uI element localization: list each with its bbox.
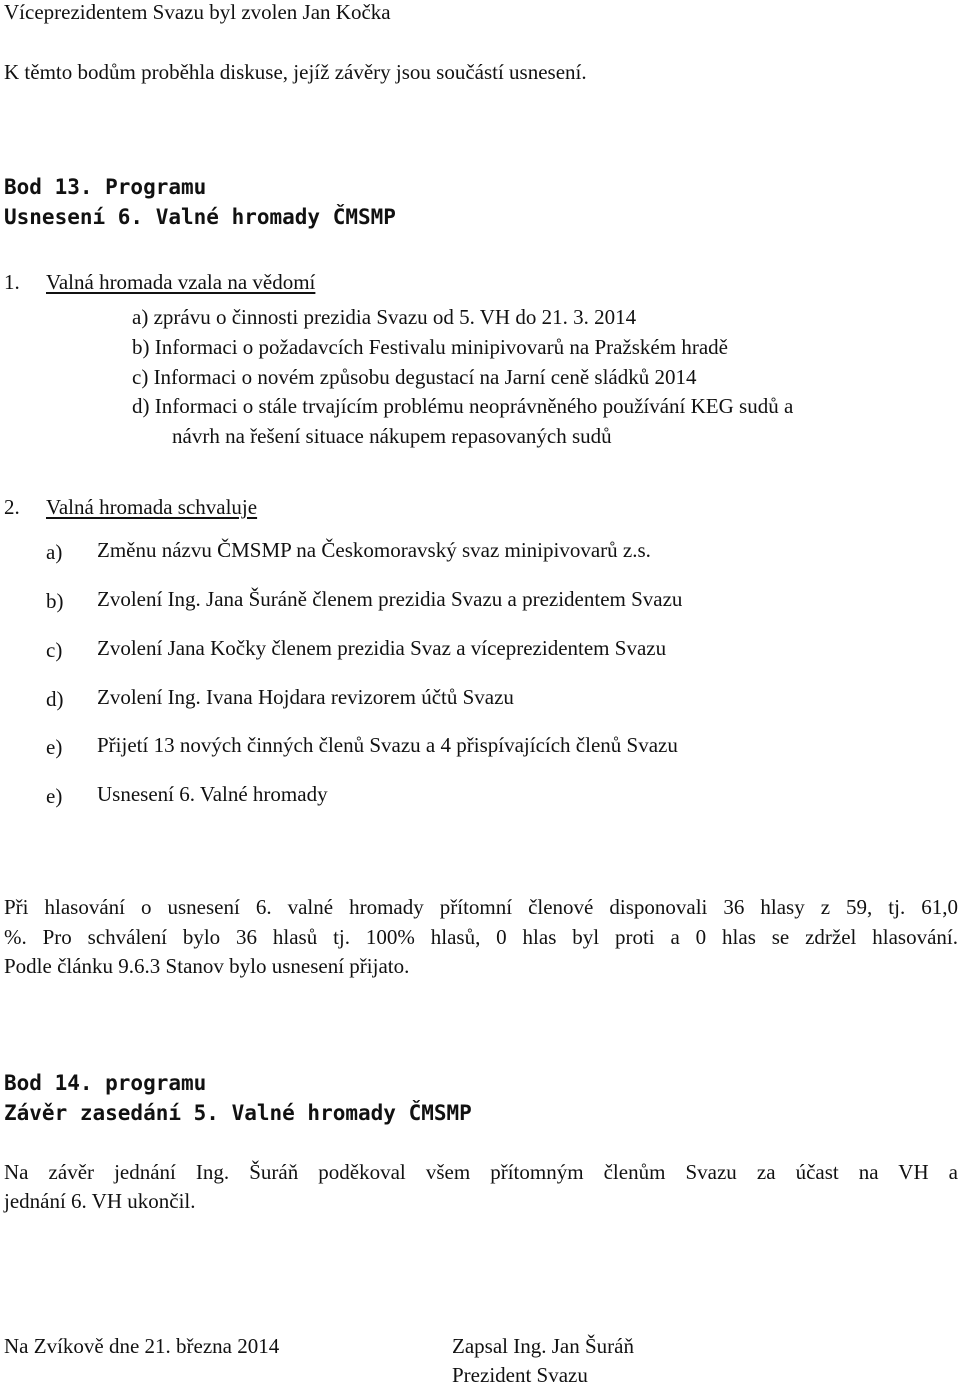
section2-mark-b: b): [46, 589, 64, 613]
section2-mark-e2: e): [46, 784, 63, 808]
footer-role: Prezident Svazu: [452, 1363, 588, 1387]
top-line-1: Víceprezidentem Svazu byl zvolen Jan Kočka: [4, 0, 391, 24]
section2-mark-a: a): [46, 540, 63, 564]
vote-line-1: Při hlasování o usnesení 6. valné hromady přítomní členové disponovali 36 hlasy z 59, tj. 61,0: [4, 895, 958, 919]
top-line-2: K těmto bodům proběhla diskuse, jejíž závěry jsou součástí usnesení.: [4, 60, 587, 84]
bod13-subheading: Usnesení 6. Valné hromady ČMSMP: [4, 205, 396, 229]
section2-title: Valná hromada schvaluje: [46, 495, 258, 519]
section2-item-d: Zvolení Ing. Ivana Hojdara revizorem účtů Svazu: [97, 685, 514, 709]
bod13-heading: Bod 13. Programu: [4, 175, 207, 199]
bod14-text-1: Na závěr jednání Ing. Šuráň poděkoval všem přítomným členům Svazu za účast na VH a: [4, 1160, 958, 1184]
bod14-text-2: jednání 6. VH ukončil.: [4, 1189, 196, 1213]
section2-mark-d: d): [46, 687, 64, 711]
vote-line-3: Podle článku 9.6.3 Stanov bylo usnesení přijato.: [4, 954, 410, 978]
section2-item-e2: Usnesení 6. Valné hromady: [97, 782, 328, 806]
footer-place-date: Na Zvíkově dne 21. března 2014: [4, 1334, 280, 1358]
section2-mark-c: c): [46, 638, 63, 662]
section2-number: 2.: [4, 495, 20, 519]
section2-mark-e: e): [46, 735, 63, 759]
section2-item-e: Přijetí 13 nových činných členů Svazu a 4 přispívajících členů Svazu: [97, 733, 678, 757]
section1-number: 1.: [4, 270, 20, 294]
section2-item-b: Zvolení Ing. Jana Šuráně členem prezidia Svazu a prezidentem Svazu: [97, 587, 683, 611]
vote-line-2: %. Pro schválení bylo 36 hlasů tj. 100% hlasů, 0 hlas byl proti a 0 hlas se zdržel hlasování.: [4, 925, 958, 949]
section1-item-d: d) Informaci o stále trvajícím problému neoprávněného používání KEG sudů a: [132, 394, 794, 418]
section2-item-a: Změnu názvu ČMSMP na Českomoravský svaz minipivovarů z.s.: [97, 538, 651, 562]
section2-item-c: Zvolení Jana Kočky členem prezidia Svaz a víceprezidentem Svazu: [97, 636, 667, 660]
bod14-subheading: Závěr zasedání 5. Valné hromady ČMSMP: [4, 1101, 472, 1125]
bod14-heading: Bod 14. programu: [4, 1071, 207, 1095]
section1-item-b: b) Informaci o požadavcích Festivalu minipivovarů na Pražském hradě: [132, 335, 728, 359]
section1-item-c: c) Informaci o novém způsobu degustací na Jarní ceně sládků 2014: [132, 365, 697, 389]
section1-item-d-cont: návrh na řešení situace nákupem repasovaných sudů: [172, 424, 612, 448]
footer-recorded-by: Zapsal Ing. Jan Šuráň: [452, 1334, 634, 1358]
section1-item-a: a) zprávu o činnosti prezidia Svazu od 5. VH do 21. 3. 2014: [132, 305, 637, 329]
section1-title: Valná hromada vzala na vědomí: [46, 270, 316, 294]
